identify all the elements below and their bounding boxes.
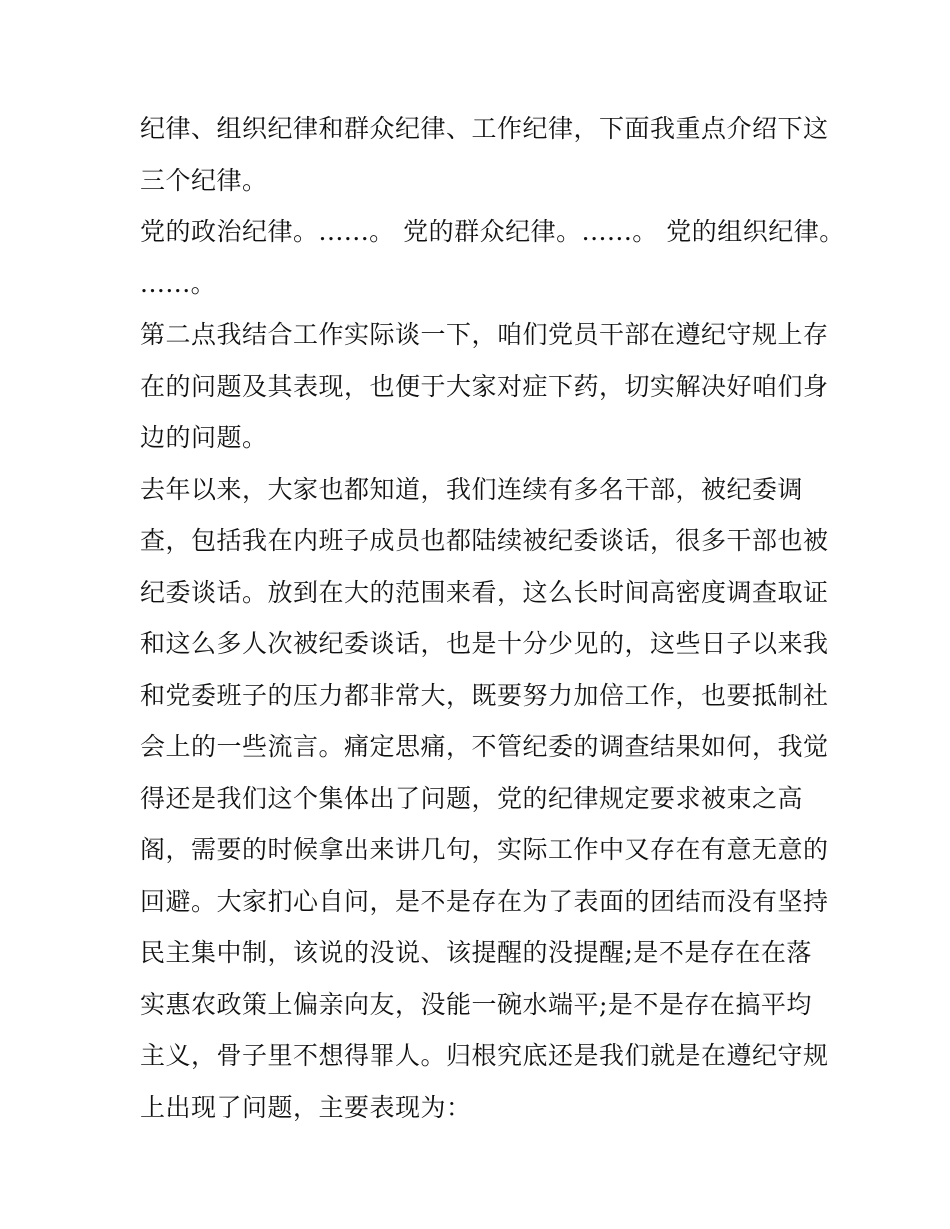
text-line: 得还是我们这个集体出了问题，党的纪律规定要求被束之高 <box>140 783 804 813</box>
text-line: 边的问题。 <box>140 423 268 452</box>
text-line: 党的政治纪律。......。 党的群众纪律。......。 党的组织纪律。 <box>140 217 845 246</box>
text-line: 在的问题及其表现，也便于大家对症下药，切实解决好咱们身 <box>140 371 829 401</box>
text-line: 实惠农政策上偏亲向友，没能一碗水端平;是不是存在搞平均 <box>140 989 812 1019</box>
text-line: 查，包括我在内班子成员也都陆续被纪委谈话，很多干部也被 <box>140 526 829 555</box>
text-line: 和党委班子的压力都非常大，既要努力加倍工作，也要抵制社 <box>140 680 829 710</box>
text-line: 上出现了问题，主要表现为： <box>140 1092 472 1122</box>
text-line: 民主集中制，该说的没说、该提醒的没提醒;是不是存在在落 <box>140 938 812 967</box>
text-line: 去年以来，大家也都知道，我们连续有多名干部，被纪委调 <box>140 474 804 504</box>
document-body <box>140 103 845 1133</box>
text-line: 三个纪律。 <box>140 165 268 195</box>
text-line: 第二点我结合工作实际谈一下，咱们党员干部在遵纪守规上存 <box>140 320 829 349</box>
text-line: 纪律、组织纪律和群众纪律、工作纪律，下面我重点介绍下这 <box>140 114 829 143</box>
text-line: 主义，骨子里不想得罪人。归根究底还是我们就是在遵纪守规 <box>140 1041 829 1070</box>
text-line: 回避。大家扪心自问，是不是存在为了表面的团结而没有坚持 <box>140 886 829 916</box>
text-line: 和这么多人次被纪委谈话，也是十分少见的，这些日子以来我 <box>140 629 829 658</box>
text-line: ......。 <box>140 268 217 298</box>
text-line: 会上的一些流言。痛定思痛，不管纪委的调查结果如何，我觉 <box>140 732 829 761</box>
text-line: 阁，需要的时候拿出来讲几句，实际工作中又存在有意无意的 <box>140 835 829 864</box>
text-line: 纪委谈话。放到在大的范围来看，这么长时间高密度调查取证 <box>140 577 829 607</box>
